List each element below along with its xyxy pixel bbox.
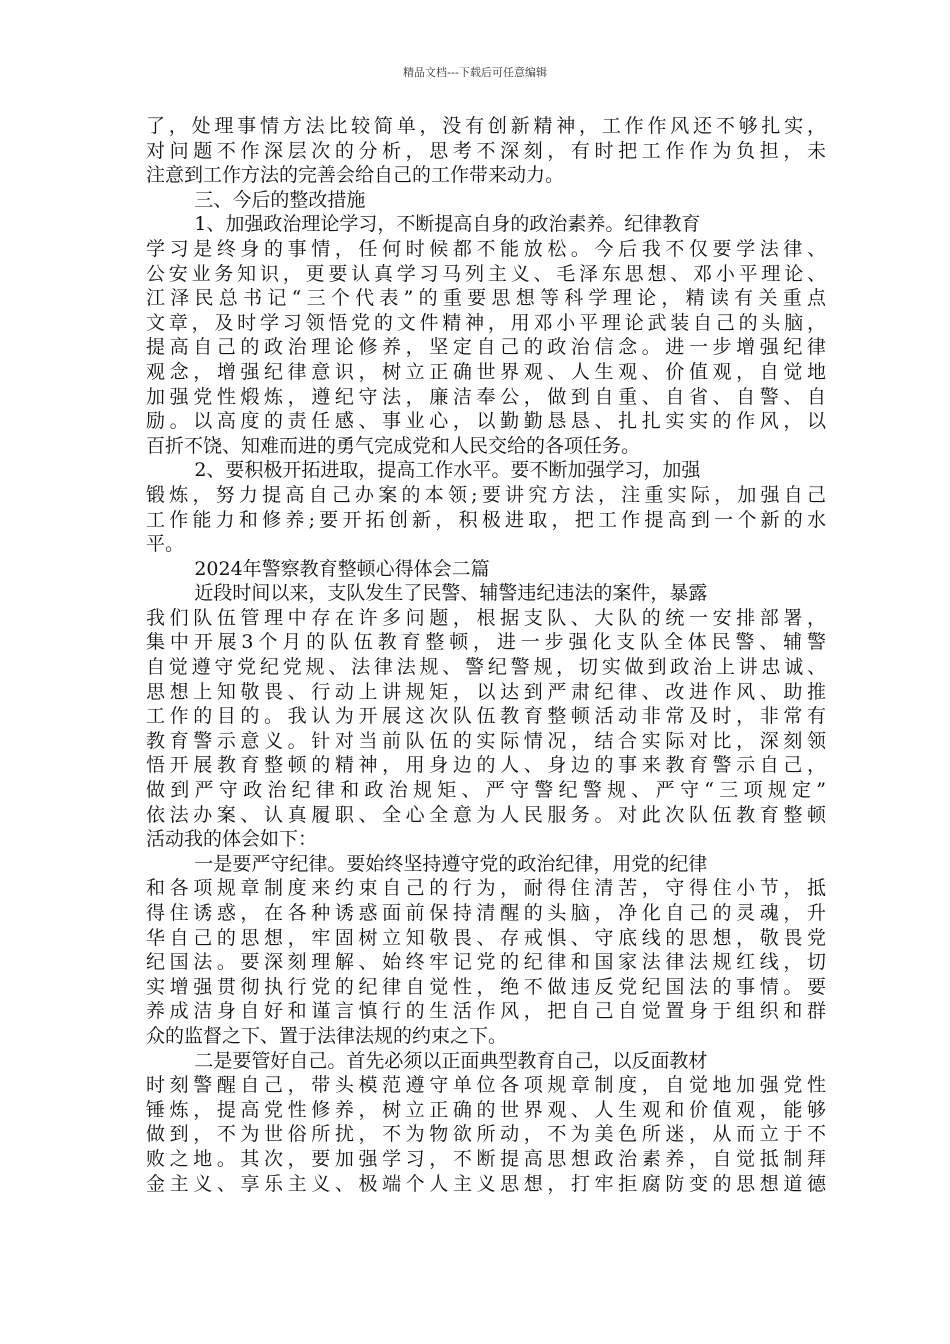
text-line: 加强党性煅炼，遵纪守法，廉洁奉公，做到自重、自省、自警、自 (146, 385, 826, 408)
text-line: 金主义、享乐主义、极端个人主义思想，打牢拒腐防变的思想道德 (146, 1172, 826, 1195)
text-line: 悟开展教育整顿的精神，用身边的人、身边的事来教育警示自己， (146, 754, 826, 777)
text-line: 一是要严守纪律。要始终坚持遵守党的政治纪律，用党的纪律 (146, 852, 708, 875)
text-line: 2024年警察教育整顿心得体会二篇 (146, 557, 490, 580)
text-line: 公安业务知识，更要认真学习马列主义、毛泽东思想、邓小平理论、 (146, 262, 826, 285)
text-line: 江泽民总书记“三个代表”的重要思想等科学理论，精读有关重点 (146, 287, 826, 310)
text-line: 文章，及时学习领悟党的文件精神，用邓小平理论武装自己的头脑， (146, 311, 826, 334)
text-line: 提高自己的政治理论修养，坚定自己的政治信念。进一步增强纪律 (146, 336, 826, 359)
text-line: 时刻警醒自己，带头模范遵守单位各项规章制度，自觉地加强党性 (146, 1074, 826, 1097)
text-line: 观念，增强纪律意识，树立正确世界观、人生观、价值观，自觉地 (146, 360, 826, 383)
text-line: 注意到工作方法的完善会给自己的工作带来动力。 (146, 164, 565, 187)
text-line: 众的监督之下、置于法律法规的约束之下。 (146, 1024, 508, 1047)
text-line: 近段时间以来，支队发生了民警、辅警违纪违法的案件，暴露 (146, 582, 708, 605)
text-line: 了，处理事情方法比较简单，没有创新精神，工作作风还不够扎实， (146, 115, 826, 137)
text-line: 锻炼，努力提高自己办案的本领;要讲究方法，注重实际，加强自己 (146, 483, 826, 506)
text-line: 工作的目的。我认为开展这次队伍教育整顿活动非常及时，非常有 (146, 705, 826, 728)
text-line: 集中开展3个月的队伍教育整顿，进一步强化支队全体民警、辅警 (146, 631, 826, 654)
text-line: 百折不饶、知难而进的勇气完成党和人民交给的各项任务。 (146, 434, 641, 457)
text-line: 实增强贯彻执行党的纪律自觉性，绝不做违反党纪国法的事情。要 (146, 975, 826, 998)
page-header-note: 精品文档---下载后可任意编辑 (403, 66, 547, 79)
text-line: 三、今后的整改措施 (146, 188, 366, 211)
text-line: 得住诱惑，在各种诱惑面前保持清醒的头脑，净化自己的灵魂，升 (146, 902, 826, 924)
text-line: 自觉遵守党纪党规、法律法规、警纪警规，切实做到政治上讲忠诚、 (146, 656, 826, 679)
text-line: 败之地。其次，要加强学习，不断提高思想政治素养，自觉抵制拜 (146, 1147, 826, 1170)
text-line: 纪国法。要深刻理解、始终牢记党的纪律和国家法律法规红线，切 (146, 951, 826, 974)
text-line: 锤炼，提高党性修养，树立正确的世界观、人生观和价值观，能够 (146, 1098, 826, 1121)
text-line: 1、加强政治理论学习，不断提高自身的政治素养。纪律教育 (146, 213, 701, 236)
text-line: 学习是终身的事情，任何时候都不能放松。今后我不仅要学法律、 (146, 237, 826, 260)
text-line: 对问题不作深层次的分析，思考不深刻，有时把工作作为负担，未 (146, 139, 826, 162)
text-line: 活动我的体会如下： (146, 828, 318, 851)
text-line: 思想上知敬畏、行动上讲规矩，以达到严肃纪律、改进作风、助推 (146, 680, 826, 703)
text-line: 工作能力和修养;要开拓创新，积极进取，把工作提高到一个新的水 (146, 508, 826, 531)
text-line: 我们队伍管理中存在许多问题，根据支队、大队的统一安排部署， (146, 606, 826, 629)
text-line: 依法办案、认真履职、全心全意为人民服务。对此次队伍教育整顿 (146, 803, 826, 826)
text-line: 做到，不为世俗所扰，不为物欲所动，不为美色所迷，从而立于不 (146, 1123, 826, 1146)
text-line: 教育警示意义。针对当前队伍的实际情况，结合实际对比，深刻领 (146, 729, 826, 752)
text-line: 做到严守政治纪律和政治规矩、严守警纪警规、严守“三项规定” (146, 779, 826, 802)
text-line: 二是要管好自己。首先必须以正面典型教育自己，以反面教材 (146, 1049, 708, 1072)
text-line: 励。以高度的责任感、事业心，以勤勤恳恳、扎扎实实的作风，以 (146, 410, 826, 433)
text-line: 和各项规章制度来约束自己的行为，耐得住清苦，守得住小节，抵 (146, 877, 826, 900)
text-line: 华自己的思想，牢固树立知敬畏、存戒惧、守底线的思想，敬畏党 (146, 926, 826, 949)
text-line: 2、要积极开拓进取，提高工作水平。要不断加强学习，加强 (146, 459, 701, 482)
document-body (146, 114, 826, 1196)
text-line: 平。 (146, 533, 185, 556)
text-line: 养成洁身自好和谨言慎行的生活作风，把自己自觉置身于组织和群 (146, 1000, 826, 1023)
